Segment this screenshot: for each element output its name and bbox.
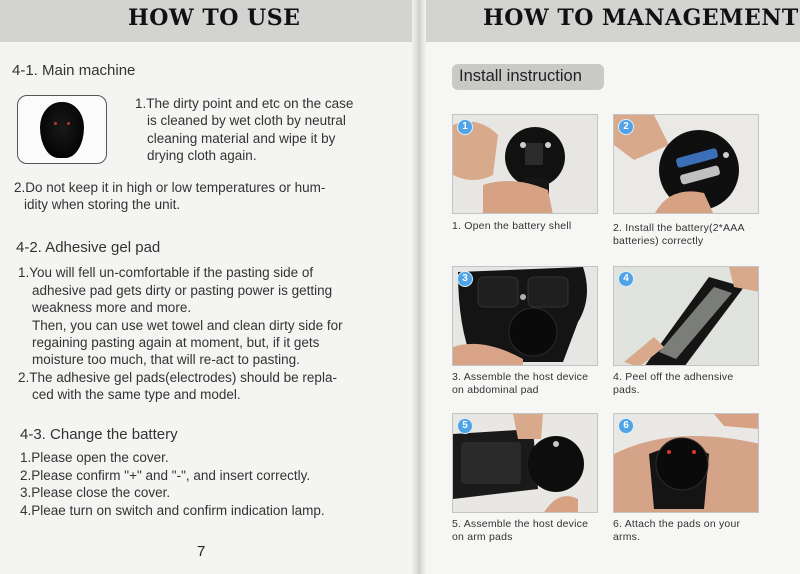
gel-pad-item-2-line-2: ced with the same type and model.: [32, 387, 241, 402]
step-4-caption-line-1: 4. Peel off the adhensive: [613, 371, 734, 383]
how-to-management-title: HOW TO MANAGEMENT: [483, 5, 799, 31]
gel-pad-item-1-line-6: moisture too much, that will re-act to pasting.: [32, 352, 300, 367]
step-1-photo: [452, 114, 598, 214]
battery-step-3: 3.Please close the cover.: [20, 485, 171, 500]
step-2-badge: 2: [618, 119, 634, 135]
step-3-caption-line-2: on abdominal pad: [452, 384, 539, 396]
step-4-caption-line-2: pads.: [613, 384, 640, 396]
step-1-caption: 1. Open the battery shell: [452, 220, 572, 232]
open-battery-shell-illustration: [453, 115, 598, 214]
main-machine-item-1-line-3: cleaning material and wipe it by: [147, 131, 336, 146]
step-4-badge: 4: [618, 271, 634, 287]
main-machine-item-1-line-2: is cleaned by wet cloth by neutral: [147, 113, 346, 128]
peel-adhesive-pad-illustration: [614, 267, 759, 366]
step-3-badge: 3: [457, 271, 473, 287]
gel-pad-item-2-line-1: 2.The adhesive gel pads(electrodes) should be repla-: [18, 370, 337, 385]
page-number: 7: [197, 543, 206, 560]
step-6-caption-line-2: arms.: [613, 531, 641, 543]
right-page: [418, 0, 800, 574]
how-to-use-title: HOW TO USE: [128, 5, 301, 31]
battery-step-2: 2.Please confirm "+" and "-", and insert correctly.: [20, 468, 311, 483]
section-gel-pad-heading: 4-2. Adhesive gel pad: [16, 239, 161, 256]
gel-pad-item-1-line-1: 1.You will fell un-comfortable if the pasting side of: [18, 265, 314, 280]
step-4-photo: [613, 266, 759, 366]
step-2-caption-line-1: 2. Install the battery(2*AAA: [613, 222, 745, 234]
step-3-photo: [452, 266, 598, 366]
left-header-band: [0, 0, 418, 42]
book-gutter: [412, 0, 426, 574]
main-machine-item-2-line-1: 2.Do not keep it in high or low temperatures or hum-: [14, 180, 326, 195]
main-machine-item-2-line-2: idity when storing the unit.: [24, 197, 181, 212]
step-2-photo: [613, 114, 759, 214]
machine-led-dot: [67, 122, 70, 125]
install-battery-illustration: [614, 115, 759, 214]
step-6-photo: [613, 413, 759, 513]
attach-arm-pad-illustration: [614, 414, 759, 513]
gel-pad-item-1-line-3: weakness more and more.: [32, 300, 192, 315]
gel-pad-item-1-line-5: regaining pasting again at moment, but, if it gets: [32, 335, 320, 350]
step-5-caption-line-2: on arm pads: [452, 531, 513, 543]
right-header-band: [418, 0, 800, 42]
section-change-battery-heading: 4-3. Change the battery: [20, 426, 178, 443]
step-3-caption-line-1: 3. Assemble the host device: [452, 371, 589, 383]
main-machine-item-1-line-4: drying cloth again.: [147, 148, 257, 163]
install-instruction-label: Install instruction: [452, 64, 604, 90]
step-6-caption-line-1: 6. Attach the pads on your: [613, 518, 741, 530]
battery-step-4: 4.Pleae turn on switch and confirm indication lamp.: [20, 503, 325, 518]
section-main-machine-heading: 4-1. Main machine: [12, 62, 136, 79]
step-5-caption-line-1: 5. Assemble the host device: [452, 518, 589, 530]
assemble-arm-pad-illustration: [453, 414, 598, 513]
step-1-badge: 1: [457, 119, 473, 135]
main-machine-icon: [40, 102, 84, 158]
step-5-badge: 5: [457, 418, 473, 434]
step-5-photo: [452, 413, 598, 513]
machine-led-dot: [54, 122, 57, 125]
assemble-abdominal-pad-illustration: [453, 267, 598, 366]
main-machine-illustration: [17, 95, 107, 164]
gel-pad-item-1-line-4: Then, you can use wet towel and clean dirty side for: [32, 318, 343, 333]
step-6-badge: 6: [618, 418, 634, 434]
main-machine-item-1-line-1: 1.The dirty point and etc on the case: [135, 96, 354, 111]
step-2-caption-line-2: batteries) correctly: [613, 235, 704, 247]
gel-pad-item-1-line-2: adhesive pad gets dirty or pasting power is getting: [32, 283, 333, 298]
battery-step-1: 1.Please open the cover.: [20, 450, 169, 465]
